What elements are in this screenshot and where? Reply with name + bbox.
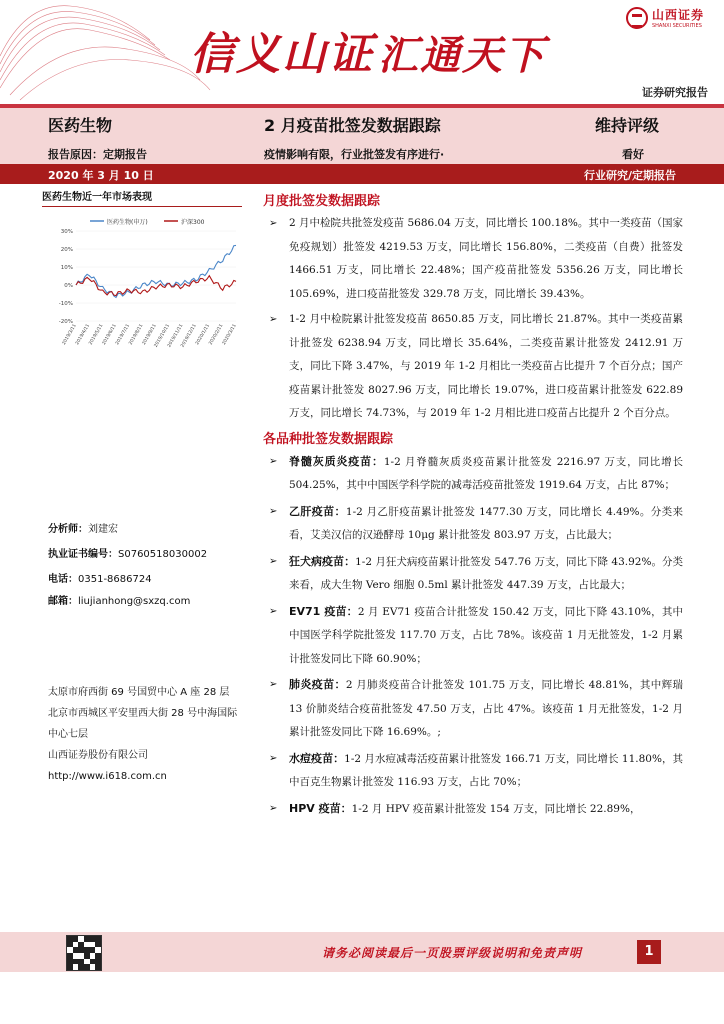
analyst-label: 分析师： xyxy=(48,524,88,535)
x-tick-label: 2019/8/11 xyxy=(128,323,145,346)
logo-name: 山西证券 xyxy=(651,8,704,22)
x-tick-label: 2019/3/11 xyxy=(61,323,78,346)
arrow-bullet-icon: ➢ xyxy=(269,802,278,814)
section-heading-monthly: 月度批签发数据跟踪 xyxy=(263,194,381,209)
bullet-keyword: 乙肝疫苗： xyxy=(289,504,346,518)
bullet-text: 1-2 月脊髓灰质炎疫苗累计批签发 2216.97 万支，同比增长 504.25%，其中中国医学科学院的减毒活疫苗批签发 1919.64 万支，占比 87%； xyxy=(289,455,683,491)
slogan-main: 信义山证 xyxy=(190,29,374,80)
section-heading-varieties: 各品种批签发数据跟踪 xyxy=(263,431,394,447)
arrow-bullet-icon: ➢ xyxy=(269,679,278,690)
list-item xyxy=(263,673,683,745)
y-tick-label: -20% xyxy=(58,319,73,325)
list-item xyxy=(263,797,683,822)
chart-heading: 医药生物近一年市场表现 xyxy=(42,188,242,207)
slogan-sub: 汇通天下 xyxy=(378,33,546,79)
industry-name: 医药生物 xyxy=(48,116,113,135)
market-performance-chart xyxy=(42,213,242,353)
list-item xyxy=(263,308,683,426)
bullet-text: 2 月中检院共批签发疫苗 5686.04 万支，同比增长 100.18%。其中一类疫苗（国家免疫规划）批签发 4219.53 万支，同比增长 156.80%，二类疫苗（自费）批签发 1466.51 万支，同比增长 22.48%；国产疫苗批签发 5356.26 万支，同比增长 105.69%，进口疫苗批签发 329.78 万支，同比增长 39.43%。 xyxy=(289,217,683,300)
logo-name-en: SHANXI SECURITIES xyxy=(651,23,702,29)
report-banner xyxy=(0,0,724,108)
address-taiyuan: 太原市府西街 69 号国贸中心 A 座 28 层 xyxy=(48,687,230,698)
arrow-bullet-icon: ➢ xyxy=(269,455,278,467)
rating-label: 维持评级 xyxy=(595,116,660,135)
bullet-keyword: 肺炎疫苗： xyxy=(289,678,346,691)
main-content xyxy=(263,190,683,821)
bullet-text: 1-2 月水痘减毒活疫苗累计批签发 166.71 万支，同比增长 11.80%，其中百克生物累计批签发 116.93 万支，占比 70%； xyxy=(289,752,683,788)
list-item xyxy=(263,550,683,598)
report-type: 行业研究/定期报告 xyxy=(583,169,676,182)
report-kind: 证券研究报告 xyxy=(642,86,708,99)
bullet-keyword: EV71 疫苗： xyxy=(289,604,358,618)
x-tick-label: 2019/10/11 xyxy=(153,323,172,349)
x-tick-label: 2019/5/11 xyxy=(88,323,105,346)
phone-row xyxy=(48,570,152,585)
bullet-text: 1-2 月中检院累计批签发疫苗 8650.85 万支，同比增长 21.87%。其中一类疫苗累计批签发 6238.94 万支，同比增长 35.64%，二类疫苗累计批签发 2412.91 万支，同比下降 3.47%，与 2019 年 1-2 月相比一类疫苗占比提升 7 个百分点；国产疫苗累计批签发 8027.96 万支，同比增长 19.07%，进口疫苗累计批签发 622.89 万支，同比增长 74.73%，与 2019 年 1-2 月相比进口疫苗占比提升 2 个百分点。 xyxy=(289,313,683,419)
company-name: 山西证券股份有限公司 xyxy=(48,750,148,761)
x-tick-label: 2020/3/11 xyxy=(221,323,238,346)
arrow-bullet-icon: ➢ xyxy=(269,218,278,229)
arrow-bullet-icon: ➢ xyxy=(269,505,278,517)
bullet-keyword: 狂犬病疫苗： xyxy=(289,554,356,568)
license-number: S0760518030002 xyxy=(118,549,208,560)
y-tick-label: 30% xyxy=(60,229,73,235)
disclaimer: 请务必阅读最后一页股票评级说明和免责声明 xyxy=(322,946,583,960)
analyst-row xyxy=(48,520,118,535)
logo-icon xyxy=(626,7,648,29)
license-row xyxy=(48,545,207,560)
phone-number: 0351-8686724 xyxy=(78,574,152,585)
company-logo xyxy=(626,6,704,29)
arrow-bullet-icon: ➢ xyxy=(269,605,278,617)
sidebar xyxy=(42,188,242,353)
qr-code-icon xyxy=(66,935,102,971)
report-date: 2020 年 3 月 10 日 xyxy=(48,169,154,182)
list-item xyxy=(263,600,683,672)
list-item xyxy=(263,500,683,548)
address-block xyxy=(48,682,244,787)
legend-label: 医药生物(申万) xyxy=(107,219,148,226)
arrow-bullet-icon: ➢ xyxy=(269,555,278,567)
bullet-text: 1-2 月乙肝疫苗累计批签发 1477.30 万支，同比增长 4.49%。分类来看，艾美汉信的汉逊酵母 10μg 累计批签发 803.97 万支，占比最大； xyxy=(289,505,684,541)
report-reason: 报告原因：定期报告 xyxy=(48,148,147,161)
website-link[interactable]: http://www.i618.com.cn xyxy=(48,771,167,782)
email-label: 邮箱： xyxy=(48,596,78,607)
x-tick-label: 2019/9/11 xyxy=(141,323,158,346)
x-tick-label: 2019/6/11 xyxy=(101,323,118,346)
bullet-keyword: HPV 疫苗： xyxy=(289,801,352,815)
report-title: 2 月疫苗批签发数据跟踪 xyxy=(264,116,441,135)
page-number: 1 xyxy=(637,940,661,964)
arrow-bullet-icon: ➢ xyxy=(269,752,278,764)
list-item xyxy=(263,450,683,498)
series-line xyxy=(76,276,236,296)
y-tick-label: 10% xyxy=(60,265,73,271)
license-label: 执业证书编号： xyxy=(48,549,118,560)
bullet-text: 1-2 月 HPV 疫苗累计批签发 154 万支，同比增长 22.89%， xyxy=(351,802,641,815)
y-tick-label: 20% xyxy=(60,247,73,253)
x-tick-label: 2019/12/11 xyxy=(180,323,198,349)
x-tick-label: 2019/11/11 xyxy=(167,323,185,349)
rating-value: 看好 xyxy=(622,148,644,161)
list-item xyxy=(263,212,683,306)
y-tick-label: -10% xyxy=(58,301,73,307)
bullet-keyword: 水痘疫苗： xyxy=(289,751,345,765)
legend-label: 沪深300 xyxy=(181,219,205,226)
arrow-bullet-icon: ➢ xyxy=(269,314,278,325)
x-tick-label: 2020/1/11 xyxy=(195,323,212,346)
bullet-text: 2 月肺炎疫苗合计批签发 101.75 万支，同比增长 48.81%，其中辉瑞 13 价肺炎结合疫苗批签发 47.50 万支，占比 47%。该疫苗 1 月无批签发，1-2 月累计批签发同比下降 16.69%。; xyxy=(289,679,684,738)
bullet-text: 2 月 EV71 疫苗合计批签发 150.42 万支，同比下降 43.10%，其中中国医学科学院批签发 117.70 万支，占比 78%。该疫苗 1 月无批签发，1-2 月累计批签发同比下降 60.90%； xyxy=(289,605,683,665)
analyst-name: 刘建宏 xyxy=(88,524,118,535)
list-item xyxy=(263,747,683,795)
bullet-keyword: 脊髓灰质炎疫苗： xyxy=(289,454,384,468)
x-tick-label: 2019/4/11 xyxy=(75,323,92,346)
date-bar xyxy=(0,164,724,184)
x-tick-label: 2020/2/11 xyxy=(208,323,225,346)
email-link[interactable]: liujianhong@sxzq.com xyxy=(78,596,191,607)
slogan xyxy=(190,18,546,82)
email-row xyxy=(48,592,190,607)
y-tick-label: 0% xyxy=(64,283,73,289)
phone-label: 电话： xyxy=(48,574,78,585)
line-chart xyxy=(42,213,242,353)
bullet-text: 1-2 月狂犬病疫苗累计批签发 547.76 万支，同比下降 43.92%。分类来看，成大生物 Vero 细胞 0.5ml 累计批签发 447.39 万支，占比最大； xyxy=(289,555,683,591)
address-beijing: 北京市西城区平安里西大街 28 号中海国际中心七层 xyxy=(48,708,238,740)
x-tick-label: 2019/7/11 xyxy=(115,323,132,346)
report-subtitle: 疫情影响有限，行业批签发有序进行· xyxy=(264,148,445,161)
